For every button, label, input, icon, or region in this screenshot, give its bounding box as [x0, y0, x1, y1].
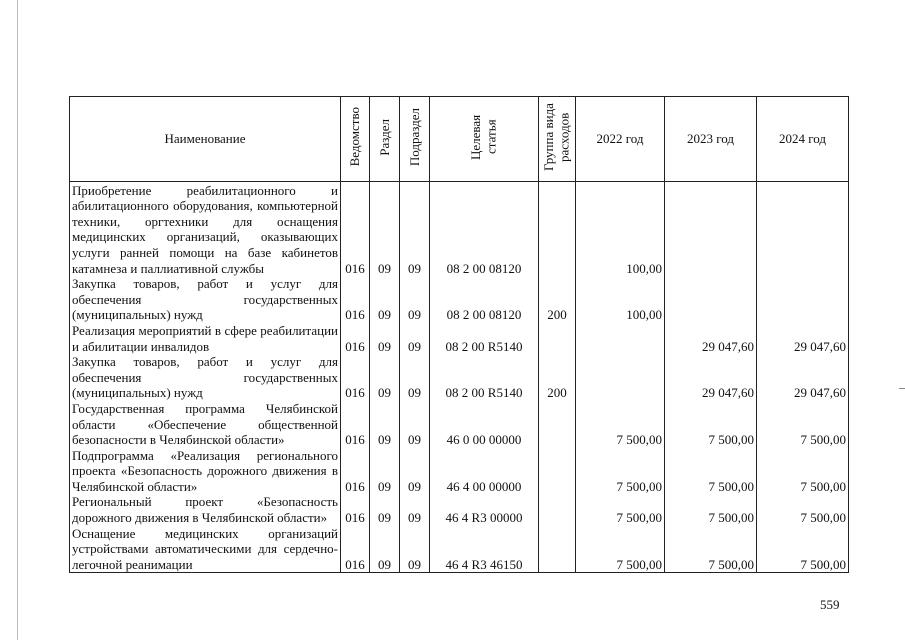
row-name: Государственная программа Челябинской области «Обеспечение общественной безопасности в Челябинской области» [70, 401, 341, 448]
row-name: Оснащение медицинских организаций устройствами автоматическими для сердечно-легочной реанимации [70, 526, 341, 573]
row-target-article: 08 2 00 R5140 [430, 354, 539, 401]
header-department: Ведомство [341, 97, 370, 182]
row-2024: 7 500,00 [757, 494, 849, 525]
table-row [70, 354, 849, 401]
row-2022 [576, 354, 665, 401]
scan-edge-line [17, 0, 18, 640]
row-2023: 7 500,00 [665, 526, 757, 573]
row-2023: 7 500,00 [665, 448, 757, 495]
row-subsection: 09 [400, 494, 430, 525]
row-target-article: 46 4 00 00000 [430, 448, 539, 495]
row-expense-group [539, 494, 576, 525]
row-subsection: 09 [400, 181, 430, 276]
row-2024: 7 500,00 [757, 401, 849, 448]
row-expense-group [539, 181, 576, 276]
row-section: 09 [370, 323, 400, 354]
row-2022: 7 500,00 [576, 448, 665, 495]
row-expense-group: 200 [539, 276, 576, 323]
row-2022 [576, 323, 665, 354]
row-section: 09 [370, 401, 400, 448]
row-2024: 7 500,00 [757, 448, 849, 495]
page-number: 559 [820, 597, 840, 612]
table-row [70, 323, 849, 354]
row-subsection: 09 [400, 323, 430, 354]
table-row [70, 494, 849, 525]
row-2023 [665, 181, 757, 276]
row-expense-group [539, 526, 576, 573]
table-row [70, 276, 849, 323]
table-header-row [70, 97, 849, 182]
row-department: 016 [341, 354, 370, 401]
row-name: Реализация мероприятий в сфере реабилитации и абилитации инвалидов [70, 323, 341, 354]
row-department: 016 [341, 448, 370, 495]
row-2023: 7 500,00 [665, 401, 757, 448]
header-subsection: Подраздел [400, 97, 430, 182]
row-expense-group [539, 323, 576, 354]
row-target-article: 46 0 00 00000 [430, 401, 539, 448]
row-department: 016 [341, 526, 370, 573]
row-department: 016 [341, 276, 370, 323]
row-target-article: 08 2 00 08120 [430, 276, 539, 323]
row-section: 09 [370, 448, 400, 495]
row-department: 016 [341, 401, 370, 448]
row-section: 09 [370, 354, 400, 401]
table-row [70, 181, 849, 276]
row-2024: 29 047,60 [757, 354, 849, 401]
scan-mark [899, 388, 905, 389]
row-subsection: 09 [400, 354, 430, 401]
row-2023: 29 047,60 [665, 323, 757, 354]
header-2023: 2023 год [665, 97, 757, 182]
table-row [70, 526, 849, 573]
row-subsection: 09 [400, 401, 430, 448]
table-row [70, 448, 849, 495]
row-2022: 7 500,00 [576, 526, 665, 573]
row-2022: 100,00 [576, 276, 665, 323]
row-2024: 29 047,60 [757, 323, 849, 354]
table-row [70, 401, 849, 448]
row-target-article: 46 4 R3 46150 [430, 526, 539, 573]
row-name: Подпрограмма «Реализация регионального проекта «Безопасность дорожного движения в Челябинской области» [70, 448, 341, 495]
row-name: Региональный проект «Безопасность дорожного движения в Челябинской области» [70, 494, 341, 525]
header-target-article: Целевая статья [430, 97, 539, 182]
row-section: 09 [370, 276, 400, 323]
row-2024 [757, 181, 849, 276]
row-section: 09 [370, 494, 400, 525]
row-2023: 29 047,60 [665, 354, 757, 401]
row-2024: 7 500,00 [757, 526, 849, 573]
row-name: Закупка товаров, работ и услуг для обеспечения государственных (муниципальных) нужд [70, 354, 341, 401]
row-name: Закупка товаров, работ и услуг для обеспечения государственных (муниципальных) нужд [70, 276, 341, 323]
row-target-article: 08 2 00 R5140 [430, 323, 539, 354]
header-name: Наименование [70, 97, 341, 182]
row-name: Приобретение реабилитационного и абилитационного оборудования, компьютерной техники, оргтехники для оснащения медицинских организаций, оказывающих услуги ранней помощи на базе кабинетов катамнеза и паллиативной службы [70, 181, 341, 276]
row-2023 [665, 276, 757, 323]
row-department: 016 [341, 494, 370, 525]
row-target-article: 46 4 R3 00000 [430, 494, 539, 525]
row-expense-group: 200 [539, 354, 576, 401]
header-section: Раздел [370, 97, 400, 182]
row-2023: 7 500,00 [665, 494, 757, 525]
header-2022: 2022 год [576, 97, 665, 182]
header-2024: 2024 год [757, 97, 849, 182]
row-section: 09 [370, 181, 400, 276]
row-expense-group [539, 401, 576, 448]
row-department: 016 [341, 181, 370, 276]
row-2022: 7 500,00 [576, 494, 665, 525]
row-section: 09 [370, 526, 400, 573]
row-department: 016 [341, 323, 370, 354]
row-2022: 7 500,00 [576, 401, 665, 448]
header-expense-group: Группа вида расходов [539, 97, 576, 182]
budget-table [69, 96, 849, 573]
row-subsection: 09 [400, 448, 430, 495]
row-2024 [757, 276, 849, 323]
row-subsection: 09 [400, 526, 430, 573]
row-target-article: 08 2 00 08120 [430, 181, 539, 276]
row-expense-group [539, 448, 576, 495]
row-2022: 100,00 [576, 181, 665, 276]
row-subsection: 09 [400, 276, 430, 323]
